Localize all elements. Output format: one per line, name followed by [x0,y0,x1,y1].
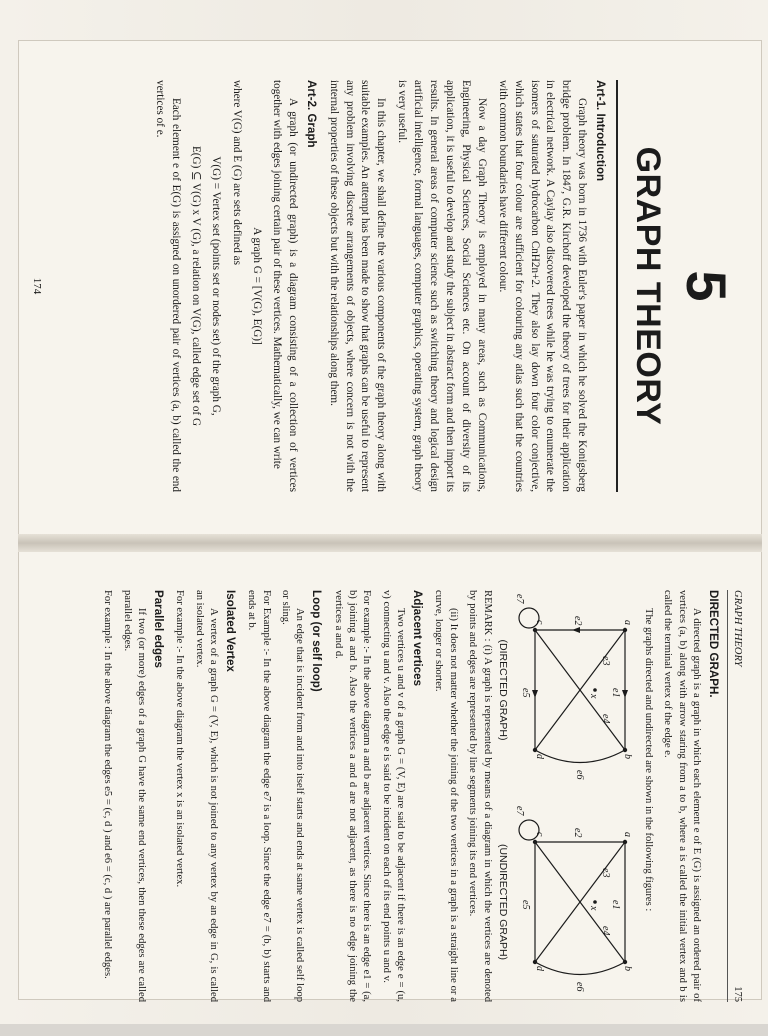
undirected-graph-diagram [515,802,635,1002]
edge-label-e5-2: e5 [520,900,532,910]
edge-label-e4: e4 [600,714,612,724]
vertex-label-x-2: x [588,906,600,911]
graph-where: where V(G) and E (G) are sets defined as [230,80,243,265]
book-gutter [18,534,762,552]
edge-label-e7-2: e7 [515,806,526,816]
intro-paragraph-3: In this chapter, we shall define the various components of the graph theory along with suitable examples. An attempt has been made to show that graphs can be useful to represent any problem involving discrete arrangements of objects, where concern is not with the internal properties of these objects but with the relationships along them. [327,80,388,492]
directed-graph-caption: (DIRECTED GRAPH) [496,639,509,741]
edge-label-e1: e1 [610,688,622,698]
edge-set-definition: E(G) ⊆ V(G) x V (G), a relation on V(G), called edge set of G [189,145,202,427]
edge-label-e2: e2 [572,616,584,626]
title-rule [616,80,618,492]
parallel-paragraph: If two (or more) edges of a graph G have the same end vertices, then these edges are called parallel edges. [121,590,148,1002]
section-heading-parallel-edges: Parallel edges [151,590,165,668]
directed-graph-figure [496,590,636,790]
loop-example: For Example :- In the above diagram the edge e7 is a loop. Since the edge e7 = (b, b) starts and ends at b. [246,590,272,1002]
page-number-right: 175 [732,986,743,1002]
vertex-label-c: c [534,620,546,625]
edge-label-e2-2: e2 [572,828,584,838]
chapter-number: 5 [675,270,738,302]
section-heading-introduction: Art-1. Introduction [593,80,607,182]
adjacent-example: For example :- In the above diagram a and b are adjacent vertices. Since there is an edge e1 = (a, b) joining a and b. Also the vertices a and d are not adjacent, as there is no edge joining the vertices a and d. [332,590,373,1002]
right-page [18,556,762,1036]
section-heading-graph: Art-2. Graph [304,80,318,148]
section-heading-loop: Loop (or self loop) [310,590,324,692]
directed-graph-diagram [515,590,635,790]
intro-paragraph-1: Graph theory was born in 1736 with Euler's paper in which he solved the Konigsberg bridge problem. In 1847, G.R. Kirchoff developed the theory of trees for their application in electrical network. A Caylay also discovered trees while he was trying to enumerate the isomers of saturated hydrocarbon CnH2n+2. They also lay down four color conjective, which states that four colour are sufficient for colouring any atlas such that the countries with common boundaries have different colour. [496,80,589,492]
section-heading-adjacent-vertices: Adjacent vertices [411,590,425,687]
intro-paragraph-2: Now a day Graph Theory is employed in many areas, such as Communications, Engineering, Physical Sciences, Social Sciences etc. On account of diversity of its application, it is useful to develop and study the subject in abstract form and then import its results. In general areas of computer science such as switching theory and logical design artificial intelligence, formal languages, computer graphics, operating system, graph theory is very useful. [396,80,488,492]
vertex-set-definition: V(G) = Vertex set (points set or nodes set) of the graph G, [209,156,222,416]
remark-paragraph-2: (ii) It does not matter whether the joining of the two vertices in a graph is a straight line or a curve, longer or shorter. [433,590,459,1002]
vertex-label-d: d [534,754,546,759]
page-number-left: 174 [30,277,43,295]
vertex-label-b-2: b [622,966,634,971]
undirected-graph-figure [496,802,636,1002]
running-head-title: GRAPH THEORY [732,590,743,667]
vertex-label-d-2: d [534,966,546,971]
running-header [727,590,744,1002]
edge-label-e3: e3 [600,656,612,666]
edge-label-e6-2: e6 [574,982,586,992]
left-page [18,46,762,526]
chapter-title: GRAPH THEORY [629,146,667,426]
edge-label-e3-2: e3 [600,868,612,878]
vertex-label-a: a [622,620,634,625]
graph-paragraph: A graph (or undirected graph) is a diagram consisting of a collection of vertices together with edges joining certain pair of these vertices. Mathematically, we can write [271,80,300,492]
section-heading-isolated-vertex: Isolated Vertex [223,590,237,672]
isolated-paragraph: A vertex of a graph G = (V, E), which is not joined to any vertex by an edge in G, is called an isolated vertex. [193,590,220,1002]
edge-label-e5: e5 [520,688,532,698]
vertex-label-c-2: c [534,832,546,837]
directed-paragraph: A directed graph is a graph in which each element e of E (G) is assigned an ordered pair of vertices (a, b) along with arrow staring from a to b, where a is called the initial vertex and b is called the terminal vertex of the edge e. [662,590,702,1002]
edge-label-e4-2: e4 [600,926,612,936]
figures-intro: The graphs directed and undirected are shown in the following figures : [642,608,654,912]
section-heading-directed-graph: DIRECTED GRAPH. [706,590,720,698]
edge-label-e6: e6 [574,770,586,780]
book-spread [18,40,762,1000]
edge-label-e7: e7 [515,594,526,604]
undirected-graph-caption: (UNDIRECTED GRAPH) [496,843,509,961]
figures-row [496,590,636,1002]
vertex-label-x: x [588,694,600,699]
parallel-example: For example : In the above diagram the edges e5 = (c, d ) and e6 = (c, d ) are parallel edges. [102,590,114,979]
isolated-example: For example :- In the above diagram the vertex x is an isolated vertex. [174,590,186,888]
edge-paragraph: Each element e of E(G) is assigned on unordered pair of vertices (a, b) called the end vertices of e. [153,80,182,492]
vertex-label-b: b [622,754,634,759]
edge-label-e1-2: e1 [610,900,622,910]
loop-paragraph: An edge that is incident from and into itself starts and ends at same vertex is called self loop or sling. [280,590,306,1002]
graph-definition: A graph G = [V(G), E(G)] [250,227,263,345]
adjacent-paragraph: Two vertices u and v of a graph G = (V, E) are said to be adjacent if there is an edge e = (u, v) connecting u and v. Also the edge e is said to be incident on each of its end points u and v. [380,590,407,1002]
remark-paragraph: REMARK : (i) A graph is represented by means of a diagram in which the vertices are denoted by points and edges are represented by line segments joining its end vertices. [467,590,493,1002]
vertex-label-a-2: a [622,832,634,837]
